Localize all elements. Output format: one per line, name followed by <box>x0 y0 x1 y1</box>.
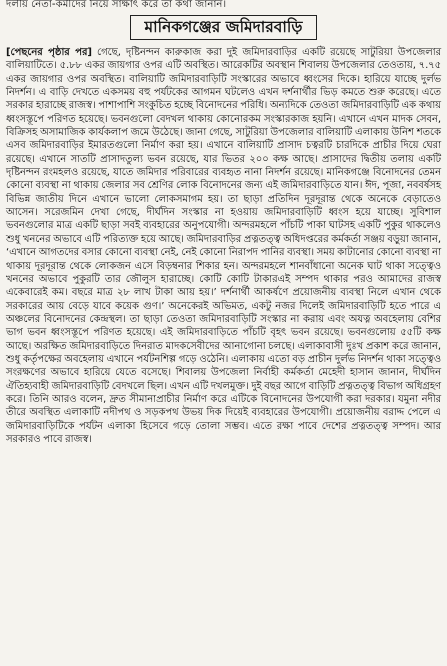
article-text: গেছে, দৃষ্টিনন্দন কারুকাজ করা দুই জমিদারবাড়ির একটি রয়েছে সাটুরিয়া উপজেলার বালিয়াটিতে। ৫.৮৮ একর জায়গার ওপর এটি অবস্থিত। আরেকটির অবস্থান শিবালয় উপজেলার তেওতায়, ৭.৭৫ একর জায়গার ওপর অবস্থিত। বালিয়াটি জমিদারবাড়িটি সংস্কারের অভাবে ধ্বংসের দিকে। হারিয়ে যাচ্ছে দুর্লভ নিদর্শন। এ বাড়ি দেখতে একসময় বহু পর্যটকের আগমন ঘটলেও এখন দর্শনার্থীর ভিড় কমতে শুরু করেছে। এতে সরকার হারাচ্ছে রাজস্ব। পাশাপাশি সংকুচিত হচ্ছে বিনোদনের পরিধি। অন্যদিকে তেওতা জমিদারবাড়িটি এক কথায় ধ্বংসস্তূপে পরিণত হয়েছে। ভবনগুলো বেদখল থাকায় কোনোরকম সংস্কারকাজ হয়নি। এখানে এখন মাদক সেবন, বিক্রিসহ অসামাজিক কার্যকলাপ জমে উঠেছে। জানা গেছে, সাটুরিয়া উপজেলার বালিয়াটি এলাকায় উনিশ শতকে এসব জমিদারবাড়ির ইমারতগুলো নির্মাণ করা হয়। এখানে বালিয়াটি প্রাসাদ চত্বরটি চারদিকে প্রাচীর দিয়ে ঘেরা রয়েছে। এখানে সাতটি প্রাসাদতুল্য ভবন রয়েছে, যার ভিতর ২০০ কক্ষ আছে। প্রাসাদের দ্বিতীয় তলায় একটি দৃষ্টিনন্দন রংমহলও রয়েছে, যাতে জমিদার পরিবারের ব্যবহৃত নানা নিদর্শন রয়েছে। মানিকগঞ্জে বিনোদনের তেমন কোনো ব্যবস্থা না থাকায় জেলার সব শ্রেণির লোক বিনোদনের জন্য এই জমিদারবাড়িতে যান। ঈদ, পূজা, নববর্ষসহ বিভিন্ন জাতীয় দিনে এখানে ভালো লোকসমাগম হয়। তা ছাড়া প্রতিদিন দূরদূরান্ত থেকে অনেকে বেড়াতেও আসেন। সরেজমিন দেখা গেছে, দীর্ঘদিন সংস্কার না হওয়ায় জমিদারবাড়িটি ধ্বংস হয়ে যাচ্ছে। সুবিশাল ভবনগুলোর মাত্র একটি ছাড়া সবই ব্যবহারের অনুপযোগী। অন্দরমহলে পাঁচটি পাকা ঘাটসহ একটি পুকুর থাকলেও শুধু খননের অভাবে এটি পরিত্যক্ত হয়ে আছে। জমিদারবাড়ির প্রত্নতত্ত্ব অধিদপ্তরের কর্মকর্তা সঞ্জয় বড়ুয়া জানান, ‘এখানে আগতদের বসার কোনো ব্যবস্থা নেই, নেই কোনো নিরাপদ পানির ব্যবস্থা। সময় কাটানোর কোনো ব্যবস্থা না থাকায় দূরদূরান্ত থেকে লোকজন এসে বিড়ম্বনার শিকার হন। অন্দরমহলে শানবাঁধানো অনেক ঘাট থাকা সত্ত্বেও খননের অভাবে পুকুরটি তার জৌলুস হারাচ্ছে। কোটি কোটি টাকারএই সম্পদ থাকার পরও আমাদের রাজস্ব একেবারেই কম। বছরে মাত্র ২৮ লাখ টাকা আয় হয়।’ দর্শনার্থী আকর্ষণে প্রয়োজনীয় ব্যবস্থা নিলে এখান থেকে সরকারের আয় বেড়ে যাবে কয়েক গুণ।’ অনেকেরই অভিমত, একটু নজর দিলেই জমিদারবাড়িটি হতে পারে এ অঞ্চলের বিনোদনের কেন্দ্রস্থল। তা ছাড়া তেওতা জমিদারবাড়িটি সংস্কার না করায় এবং অযত্ন অবহেলায় বেশির ভাগ ভবন ধ্বংসস্তূপে পরিণত হয়েছে। এই জমিদারবাড়িতে পাঁচটি বৃহৎ ভবন রয়েছে। ভবনগুলোয় ৫৫টি কক্ষ আছে। অরক্ষিত জমিদারবাড়িতে দিনরাত মাদকসেবীদের আনাগোনা চলছে। এলাকাবাসী দুঃখ প্রকাশ করে জানান, শুধু কর্তৃপক্ষের অবহেলায় এখানে পর্যটনশিল্প গড়ে ওঠেনি। এলাকায় এতো বড় প্রাচীন দুর্লভ নিদর্শন থাকা সত্ত্বেও সংরক্ষণের অভাবে হারিয়ে যেতে বসেছে। শিবালয় উপজেলা নির্বাহী কর্মকর্তা মেহেদী হাসান জানান, দীর্ঘদিন ঐতিহ্যবাহী জমিদারবাড়িটি বেদখলে ছিল। এখন এটি দখলমুক্ত। দুই বছর আগে বাড়িটি প্রত্নতত্ত্ব বিভাগ অধিগ্রহণ করে। তিনি আরও বলেন, দ্রুত সীমানাপ্রাচীর নির্মাণ করে এটিকে বিনোদনের উপযোগী করা দরকার। যমুনা নদীর তীরে অবস্থিত এলাকাটি নদীপথ ও সড়কপথ উভয় দিক দিয়েই ব্যবহারের উপযোগী। প্রয়োজনীয় বরাদ্দ পেলে এ জমিদারবাড়িটিকে পর্যটন এলাকা হিসেবে গড়ে তোলা সম্ভব। এতে রক্ষা পাবে দেশের প্রত্নতত্ত্ব সম্পদ। আর সরকারও পাবে রাজস্ব। <box>6 47 441 445</box>
continued-from-label: [পেছনের পৃষ্ঠার পর] <box>6 47 92 58</box>
article-headline: মানিকগঞ্জের জমিদারবাড়ি <box>130 15 318 40</box>
previous-article-tail: দলীয় নেতা-কর্মীদের নিয়ে সাক্ষাৎ করে তা কথা জানান। <box>6 0 227 10</box>
headline-container <box>6 15 441 40</box>
article-body <box>6 46 441 446</box>
